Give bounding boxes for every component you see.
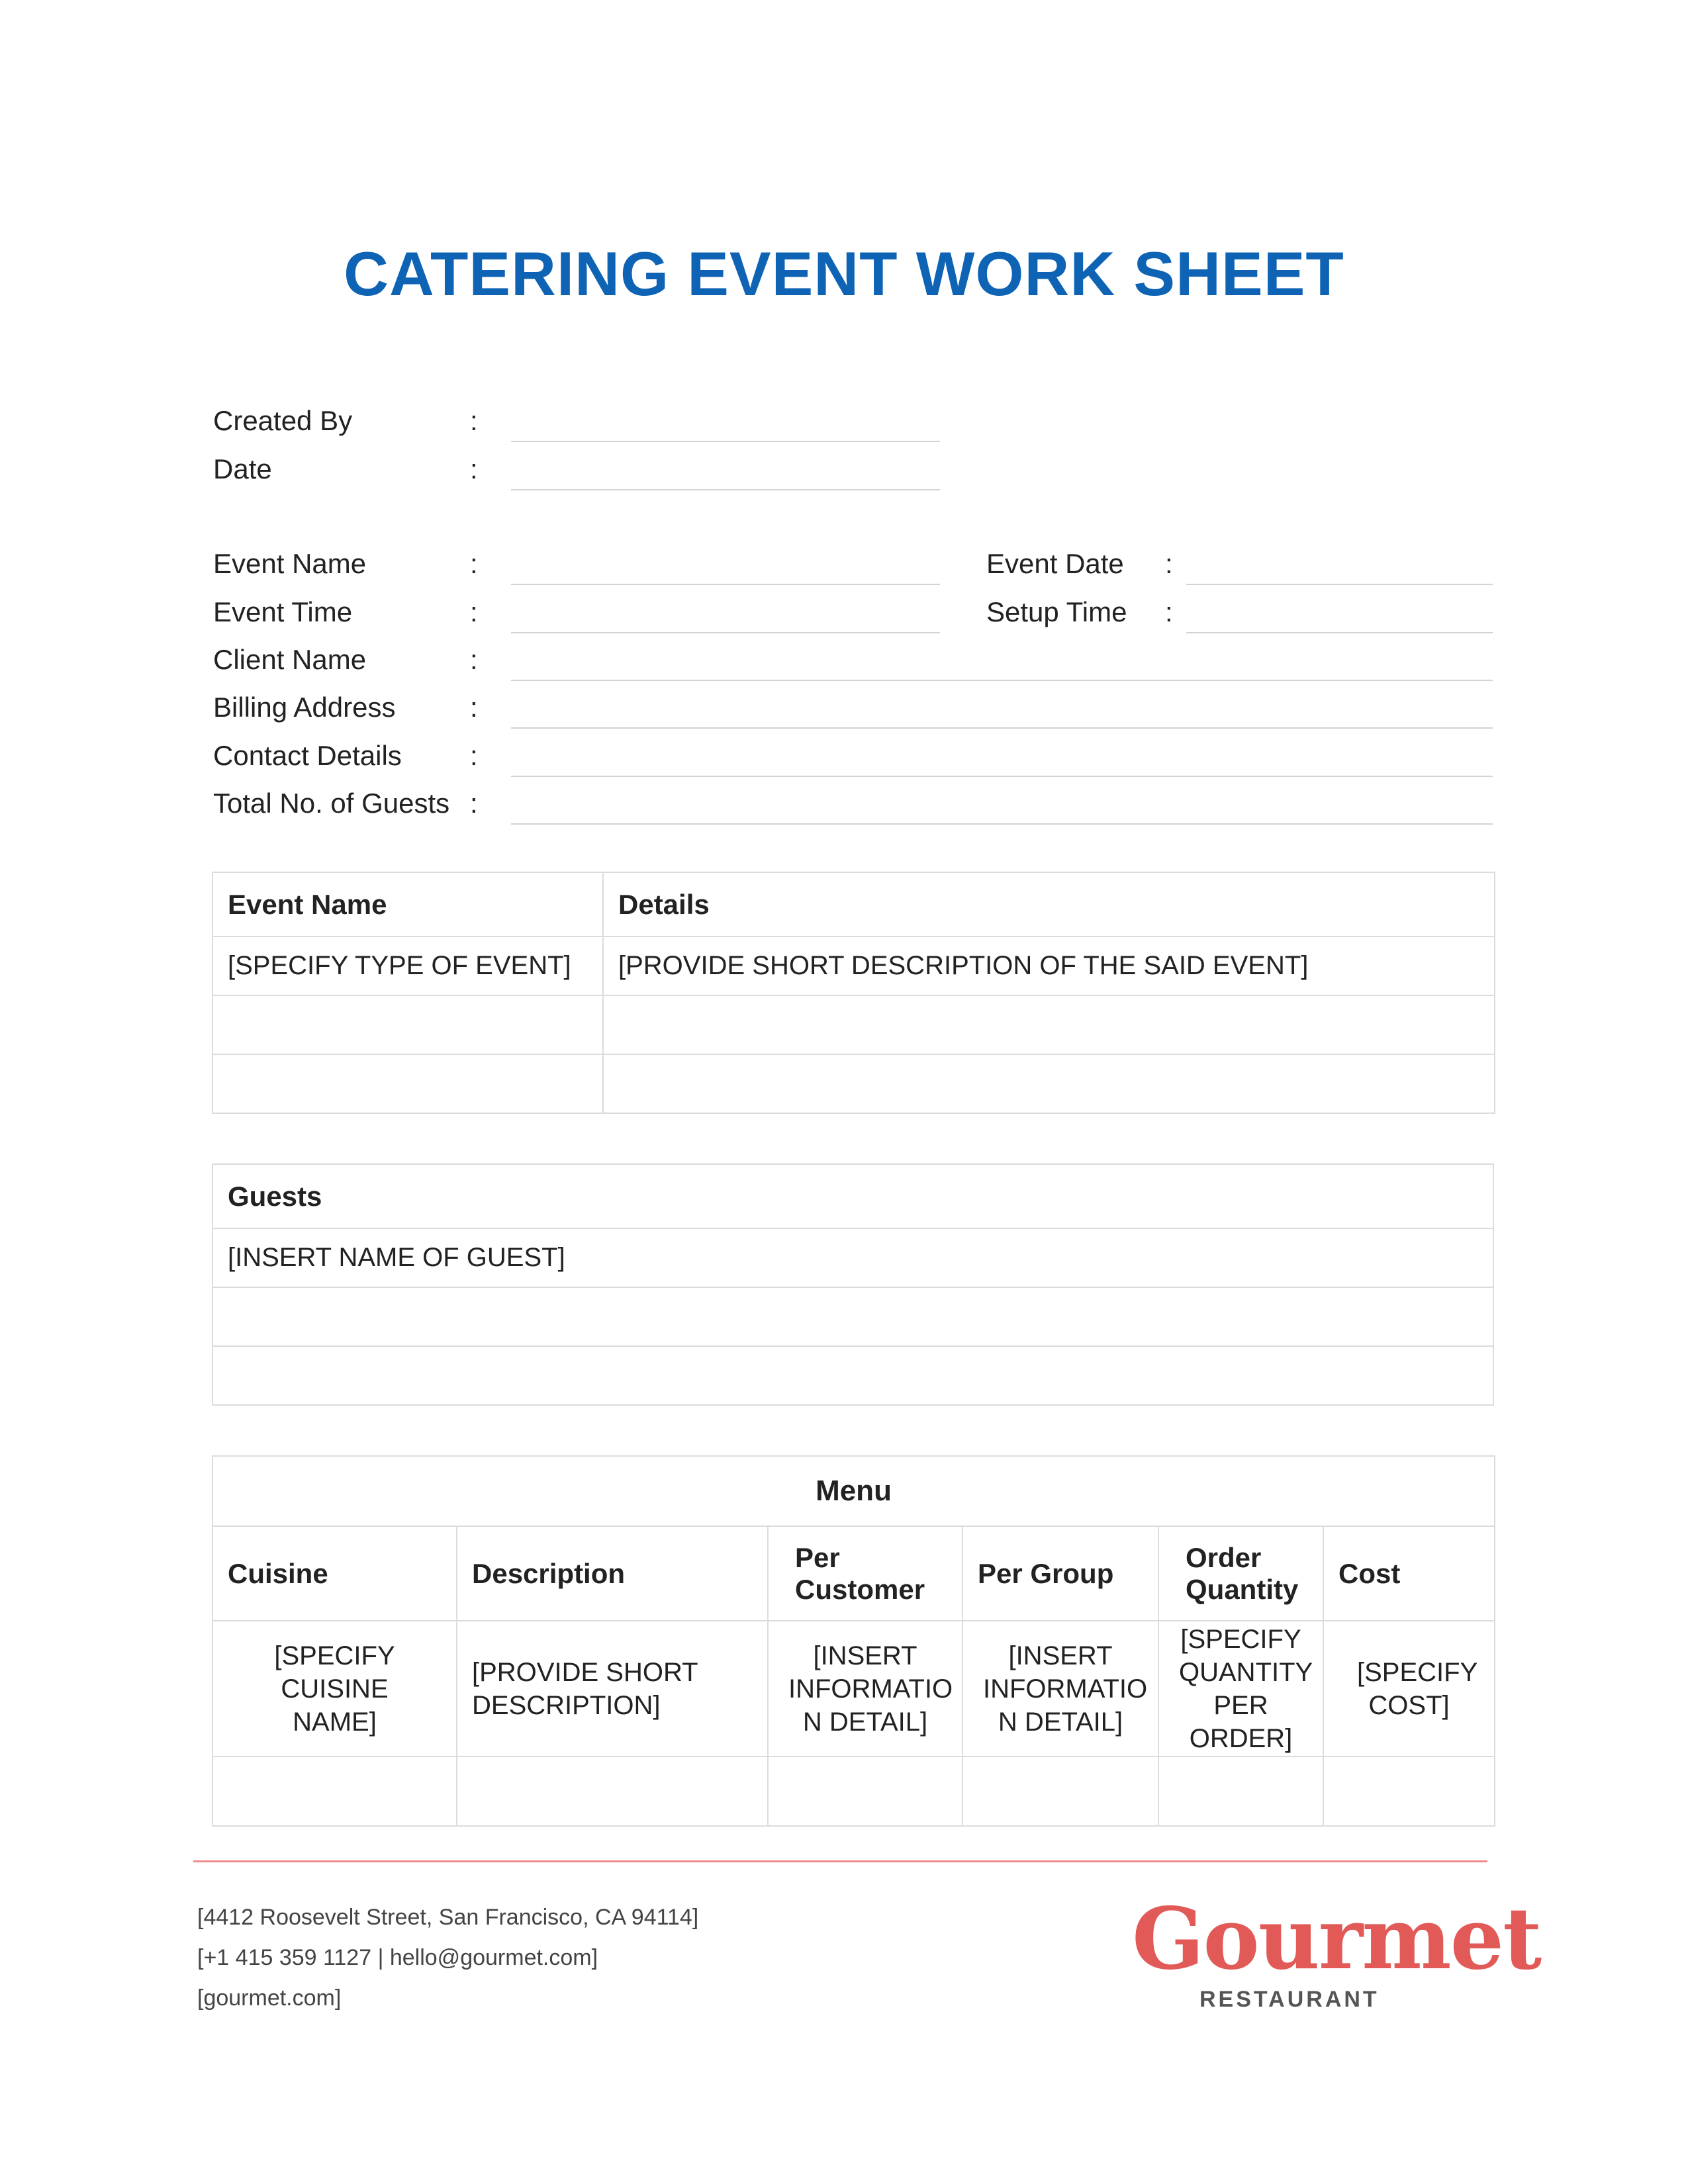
created-by-field[interactable] <box>511 441 940 442</box>
table-header-row <box>212 1164 1493 1228</box>
table-cell[interactable] <box>1323 1756 1495 1826</box>
menu-table <box>212 1455 1495 1827</box>
table-cell[interactable] <box>768 1756 962 1826</box>
table-cell[interactable]: [SPECIFY CUISINE NAME] <box>212 1621 457 1756</box>
table-row <box>212 1756 1495 1826</box>
table-cell[interactable]: [INSERT NAME OF GUEST] <box>212 1228 1493 1287</box>
colon: : <box>470 644 478 675</box>
description-header: Description <box>457 1526 768 1621</box>
table-cell[interactable] <box>962 1756 1158 1826</box>
guests-table <box>212 1163 1494 1406</box>
menu-title: Menu <box>212 1456 1495 1526</box>
table-cell[interactable] <box>212 1287 1493 1346</box>
footer-website: [gourmet.com] <box>197 1985 342 2011</box>
table-cell[interactable]: [INSERT INFORMATIO N DETAIL] <box>962 1621 1158 1756</box>
table-cell[interactable] <box>212 1054 603 1113</box>
table-cell[interactable]: [SPECIFY COST] <box>1323 1621 1495 1756</box>
client-name-label: Client Name <box>213 644 367 675</box>
table-cell[interactable] <box>603 1054 1495 1113</box>
table-cell[interactable]: [SPECIFY QUANTITY PER ORDER] <box>1158 1621 1323 1756</box>
table-row <box>212 1228 1493 1287</box>
menu-title-row <box>212 1456 1495 1526</box>
event-name-field[interactable] <box>511 584 940 585</box>
colon: : <box>470 405 478 436</box>
table-cell[interactable]: [INSERT INFORMATIO N DETAIL] <box>768 1621 962 1756</box>
cost-header: Cost <box>1323 1526 1495 1621</box>
page-title: CATERING EVENT WORK SHEET <box>344 239 1344 308</box>
footer-contact: [+1 415 359 1127 | hello@gourmet.com] <box>197 1945 598 1970</box>
colon: : <box>470 596 478 627</box>
logo-wordmark: Gourmet <box>1132 1889 1541 1989</box>
logo-subtitle: RESTAURANT <box>1199 1987 1380 2012</box>
table-row <box>212 1287 1493 1346</box>
table-header-row <box>212 872 1495 936</box>
table-cell[interactable] <box>603 995 1495 1054</box>
table-row <box>212 1054 1495 1113</box>
created-by-label: Created By <box>213 405 353 436</box>
cuisine-header: Cuisine <box>212 1526 457 1621</box>
per-customer-header: Per Customer <box>768 1526 962 1621</box>
colon: : <box>470 692 478 723</box>
table-cell[interactable] <box>212 1756 457 1826</box>
date-field[interactable] <box>511 489 940 490</box>
colon: : <box>470 548 478 579</box>
colon: : <box>470 740 478 771</box>
table-header-row <box>212 1526 1495 1621</box>
total-guests-label: Total No. of Guests <box>213 788 450 819</box>
event-date-label: Event Date <box>986 548 1124 579</box>
table-row <box>212 995 1495 1054</box>
setup-time-label: Setup Time <box>986 596 1127 627</box>
table-cell[interactable] <box>212 995 603 1054</box>
table-row <box>212 1621 1495 1756</box>
colon: : <box>470 453 478 484</box>
table-cell[interactable]: [PROVIDE SHORT DESCRIPTION OF THE SAID EVENT] <box>603 936 1495 995</box>
order-quantity-header: Order Quantity <box>1158 1526 1323 1621</box>
footer-divider <box>193 1860 1487 1862</box>
contact-details-label: Contact Details <box>213 740 402 771</box>
date-label: Date <box>213 453 272 484</box>
guests-header: Guests <box>212 1164 1493 1228</box>
total-guests-field[interactable] <box>511 823 1493 825</box>
event-name-label: Event Name <box>213 548 367 579</box>
details-header: Details <box>603 872 1495 936</box>
client-name-field[interactable] <box>511 680 1493 681</box>
setup-time-field[interactable] <box>1186 632 1493 633</box>
billing-address-label: Billing Address <box>213 692 396 723</box>
table-row <box>212 936 1495 995</box>
event-date-field[interactable] <box>1186 584 1493 585</box>
contact-details-field[interactable] <box>511 776 1493 777</box>
event-name-header: Event Name <box>212 872 603 936</box>
colon: : <box>1165 596 1173 627</box>
event-table <box>212 872 1495 1114</box>
event-time-label: Event Time <box>213 596 353 627</box>
table-row <box>212 1346 1493 1405</box>
table-cell[interactable]: [SPECIFY TYPE OF EVENT] <box>212 936 603 995</box>
per-group-header: Per Group <box>962 1526 1158 1621</box>
table-cell[interactable] <box>1158 1756 1323 1826</box>
colon: : <box>470 788 478 819</box>
footer-address: [4412 Roosevelt Street, San Francisco, CA 94114] <box>197 1905 699 1930</box>
table-cell[interactable] <box>457 1756 768 1826</box>
colon: : <box>1165 548 1173 579</box>
billing-address-field[interactable] <box>511 727 1493 729</box>
table-cell[interactable]: [PROVIDE SHORT DESCRIPTION] <box>457 1621 768 1756</box>
event-time-field[interactable] <box>511 632 940 633</box>
table-cell[interactable] <box>212 1346 1493 1405</box>
